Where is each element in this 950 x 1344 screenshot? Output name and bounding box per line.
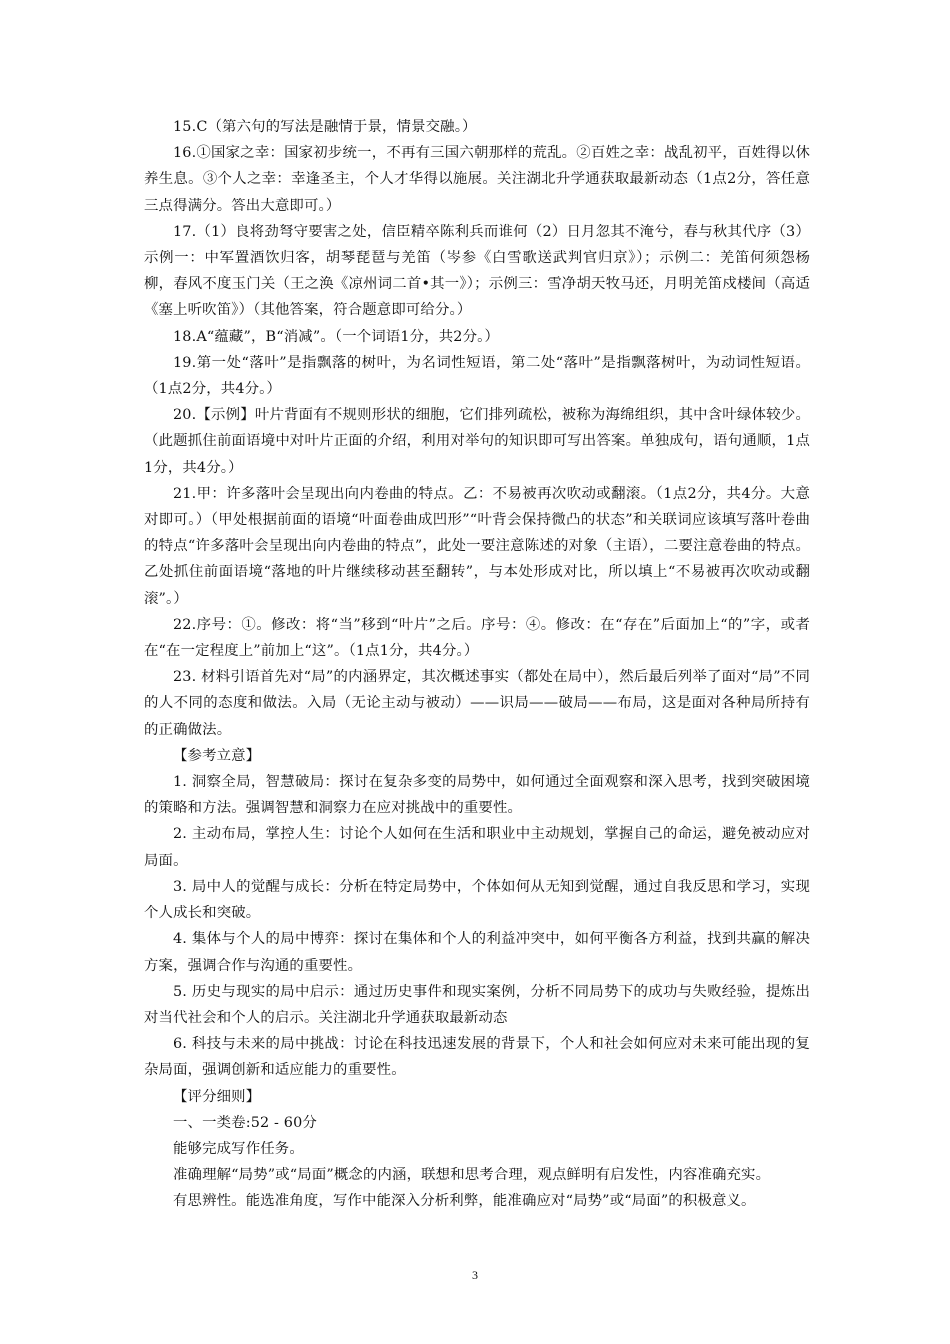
scoring-criterion: 准确理解“局势”或“局面”概念的内涵，联想和思考合理，观点鲜明有启发性，内容准确充实。 [173,1167,771,1184]
answer-22: 22.序号：①。修改：将“当”移到“叶片”之后。序号：④。修改：在“存在”后面加上“的”字，或者在“在一定程度上”前加上“这”。（1点1分，共4分。） [144,616,810,660]
answer-text-body [144,114,810,1215]
reference-idea-6: 6. 科技与未来的局中挑战：讨论在科技迅速发展的背景下，个人和社会如何应对未来可能出现的复杂局面，强调创新和适应能力的重要性。 [144,1036,810,1079]
answer-15: 15.C（第六句的写法是融情于景，情景交融。） [173,119,477,135]
answer-17: 17.（1）良将劲弩守要害之处，信臣精卒陈利兵而谁何（2）日月忽其不淹兮，春与秋其代序（3）示例一：中军置酒饮归客，胡琴琵琶与羌笛（岑参《白雪歌送武判官归京》）；示例二：羌笛何须怨杨柳，春风不度玉门关（王之涣《凉州词二首•其一》）；示例三：雪净胡天牧马还，月明羌笛戍楼间（高适《塞上听吹笛》）（其他答案，符合题意即可给分。） [144,223,810,319]
answer-16: 16.①国家之幸：国家初步统一，不再有三国六朝那样的荒乱。②百姓之幸：战乱初平，百姓得以休养生息。③个人之幸：幸逢圣主，个人才华得以施展。关注湖北升学通获取最新动态（1点2分，答任意三点得满分。答出大意即可。） [144,145,810,214]
answer-18: 18.A“蕴藏”，B“消减”。（一个词语1分，共2分。） [173,328,500,345]
page-number: 3 [472,1268,478,1282]
reference-idea-4: 4. 集体与个人的局中博弈：探讨在集体和个人的利益冲突中，如何平衡各方利益，找到共赢的解决方案，强调合作与沟通的重要性。 [144,931,810,974]
scoring-criterion: 有思辨性。能选准角度，写作中能深入分析利弊，能准确应对“局势”或“局面”的积极意义。 [173,1193,756,1210]
scoring-criterion: 能够完成写作任务。 [173,1140,304,1157]
section-heading-scoring-rules: 【评分细则】 [173,1088,261,1105]
section-heading-reference-ideas: 【参考立意】 [173,747,261,764]
reference-idea-1: 1. 洞察全局，智慧破局：探讨在复杂多变的局势中，如何通过全面观察和深入思考，找到突破困境的策略和方法。强调智慧和洞察力在应对挑战中的重要性。 [144,774,810,817]
scoring-tier-1-heading: 一、一类卷:52 - 60分 [173,1114,317,1131]
answer-23: 23. 材料引语首先对“局”的内涵界定，其次概述事实（都处在局中），然后最后列举了面对“局”不同的人不同的态度和做法。入局（无论主动与被动）——识局——破局——布局，这是面对各种局所持有的正确做法。 [144,669,810,738]
reference-idea-3: 3. 局中人的觉醒与成长：分析在特定局势中，个体如何从无知到觉醒，通过自我反思和学习，实现个人成长和突破。 [144,878,810,922]
reference-idea-2: 2. 主动布局，掌控人生：讨论个人如何在生活和职业中主动规划，掌握自己的命运，避免被动应对局面。 [144,826,810,869]
answer-21: 21.甲：许多落叶会呈现出向内卷曲的特点。乙：不易被再次吹动或翻滚。（1点2分，共4分。大意对即可。）（甲处根据前面的语境“叶面卷曲成凹形”“叶背会保持微凸的状态”和关联词应该填写落叶卷曲的特点“许多落叶会呈现出向内卷曲的特点”，此处一要注意陈述的对象（主语），二要注意卷曲的特点。乙处抓住前面语境“落地的叶片继续移动甚至翻转”，与本处形成对比，所以填上“不易被再次吹动或翻滚”。） [144,485,810,607]
answer-20: 20.【示例】叶片背面有不规则形状的细胞，它们排列疏松，被称为海绵组织，其中含叶绿体较少。（此题抓住前面语境中对叶片正面的介绍，利用对举句的知识即可写出答案。单独成句，语句通顺，1点1分，共4分。） [144,407,810,476]
answer-19: 19.第一处“落叶”是指飘落的树叶，为名词性短语，第二处“落叶”是指飘落树叶，为动词性短语。（1点2分，共4分。） [144,354,810,398]
reference-idea-5: 5. 历史与现实的局中启示：通过历史事件和现实案例，分析不同局势下的成功与失败经验，提炼出对当代社会和个人的启示。关注湖北升学通获取最新动态 [144,983,810,1026]
